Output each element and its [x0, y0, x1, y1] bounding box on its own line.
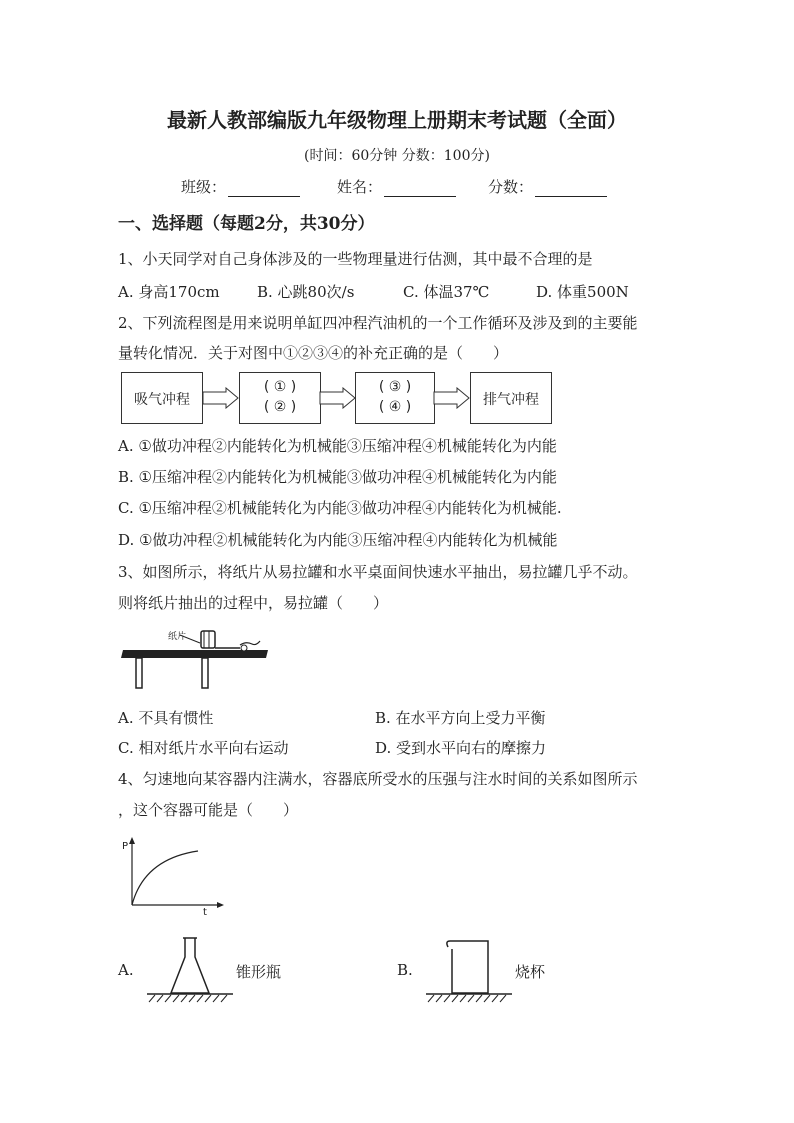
question-4-text-line2: ，这个容器可能是（ ）: [118, 801, 299, 819]
flow-box-intake: [121, 372, 203, 424]
question-4-option-a-name[interactable]: 锥形瓶: [236, 963, 282, 981]
question-2-option-a[interactable]: A. ①做功冲程②内能转化为机械能③压缩冲程④机械能转化为内能: [118, 437, 557, 455]
graph-x-label: t: [203, 907, 207, 918]
question-3-text-line2: 则将纸片抽出的过程中，易拉罐（ ）: [118, 594, 389, 612]
class-label: 班级：: [181, 178, 227, 196]
question-4-text-line1: 4、匀速地向某容器内注满水，容器底所受水的压强与注水时间的关系如图所示: [118, 770, 638, 788]
class-field[interactable]: [181, 176, 300, 197]
flow-blank-1: ( ① ): [263, 379, 297, 395]
flow-arrow-3: [433, 387, 471, 409]
graph-y-label: P: [122, 841, 129, 852]
exam-meta: (时间：60分钟 分数：100分): [304, 148, 490, 164]
paper-label: 纸片: [168, 632, 187, 642]
name-blank[interactable]: [384, 182, 456, 197]
score-field[interactable]: [488, 176, 607, 197]
flow-arrow-1: [202, 387, 240, 409]
pressure-time-graph: [118, 835, 228, 920]
question-2-option-c[interactable]: C. ①压缩冲程②机械能转化为内能③做功冲程④内能转化为机械能.: [118, 499, 562, 517]
graph-axes: [118, 835, 228, 920]
can-on-table-figure: [118, 625, 278, 695]
question-2-option-b[interactable]: B. ①压缩冲程②内能转化为机械能③做功冲程④机械能转化为内能: [118, 468, 558, 486]
flow-blank-3: ( ③ ): [378, 379, 412, 395]
page-title: 最新人教部编版九年级物理上册期末考试题（全面）: [167, 108, 627, 132]
question-4-option-a-letter[interactable]: A.: [118, 961, 134, 979]
question-1-option-c[interactable]: C. 体温37℃: [403, 283, 490, 301]
score-blank[interactable]: [535, 182, 607, 197]
flow-box-exhaust: [470, 372, 552, 424]
question-2-text-line1: 2、下列流程图是用来说明单缸四冲程汽油机的一个工作循环及涉及到的主要能: [118, 314, 638, 332]
question-3-option-d[interactable]: D. 受到水平向右的摩擦力: [375, 739, 547, 757]
flow-box-intake-label: 吸气冲程: [134, 392, 190, 408]
question-1-option-d[interactable]: D. 体重500N: [536, 283, 629, 301]
conical-flask-icon: [145, 935, 235, 1005]
flow-box-2: [239, 372, 321, 424]
question-1-text: 1、小天同学对自己身体涉及的一些物理量进行估测，其中最不合理的是: [118, 250, 593, 268]
name-field[interactable]: [337, 176, 456, 197]
flow-box-3: [355, 372, 435, 424]
flow-box-exhaust-label: 排气冲程: [483, 392, 539, 408]
question-1-option-b[interactable]: B. 心跳80次/s: [257, 283, 355, 301]
name-label: 姓名：: [337, 178, 383, 196]
question-3-option-b[interactable]: B. 在水平方向上受力平衡: [375, 709, 546, 727]
question-4-option-b-letter[interactable]: B.: [397, 961, 413, 979]
question-2-text-line2: 量转化情况．关于对图中①②③④的补充正确的是（ ）: [118, 344, 509, 362]
section-heading: 一、选择题（每题2分，共30分）: [118, 214, 375, 234]
question-4-option-b-name[interactable]: 烧杯: [515, 963, 546, 981]
class-blank[interactable]: [228, 182, 300, 197]
table-drawing: [118, 625, 278, 695]
beaker-icon: [424, 935, 514, 1005]
question-3-option-a[interactable]: A. 不具有惯性: [118, 709, 214, 727]
flow-blank-4: ( ④ ): [378, 399, 412, 415]
flow-blank-2: ( ② ): [263, 399, 297, 415]
flow-arrow-2: [319, 387, 357, 409]
question-1-option-a[interactable]: A. 身高170cm: [118, 283, 220, 301]
score-label: 分数：: [488, 178, 534, 196]
question-3-text-line1: 3、如图所示，将纸片从易拉罐和水平桌面间快速水平抽出，易拉罐几乎不动。: [118, 563, 638, 581]
question-3-option-c[interactable]: C. 相对纸片水平向右运动: [118, 739, 289, 757]
question-2-option-d[interactable]: D. ①做功冲程②机械能转化为内能③压缩冲程④内能转化为机械能: [118, 531, 558, 549]
